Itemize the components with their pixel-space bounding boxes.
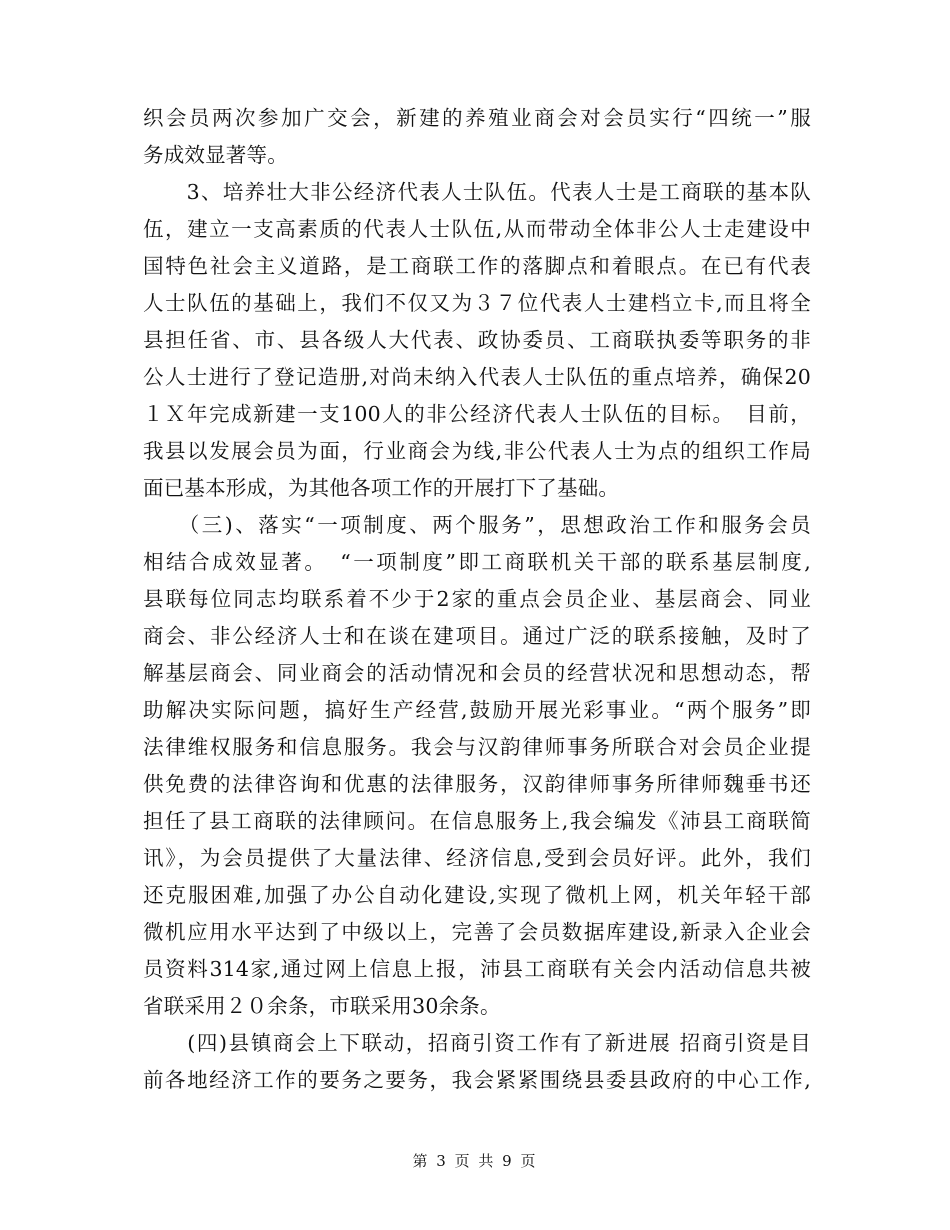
text-line: 供免费的法律咨询和优惠的法律服务，汉韵律师事务所律师魏垂书还	[143, 772, 811, 796]
text-line: 我县以发展会员为面，行业商会为线,非公代表人士为点的组织工作局	[143, 439, 811, 463]
text-line: 法律维权服务和信息服务。我会与汉韵律师事务所联合对会员企业提	[143, 735, 811, 759]
text-line: １Ｘ年完成新建一支100人的非公经济代表人士队伍的目标。 目前，	[143, 402, 811, 426]
text-line: 织会员两次参加广交会，新建的养殖业商会对会员实行“四统一”服	[143, 106, 811, 130]
text-line: 相结合成效显著。 “一项制度”即工商联机关干部的联系基层制度,	[143, 550, 811, 574]
text-line: (四)县镇商会上下联动，招商引资工作有了新进展 招商引资是目	[143, 1031, 811, 1055]
page-footer: 第 3 页 共 9 页	[412, 1152, 538, 1170]
text-line: 微机应用水平达到了中级以上，完善了会员数据库建设,新录入企业会	[143, 920, 811, 944]
text-line: 人士队伍的基础上，我们不仅又为３７位代表人士建档立卡,而且将全	[143, 291, 811, 315]
text-line: 助解决实际问题，搞好生产经营,鼓励开展光彩事业。“两个服务”即	[143, 698, 811, 722]
text-line: 公人士进行了登记造册,对尚未纳入代表人士队伍的重点培养，确保20	[143, 365, 811, 389]
text-line: （三)、落实“一项制度、两个服务”，思想政治工作和服务会员	[143, 513, 811, 537]
document-body	[143, 100, 811, 1099]
text-line: 3、培养壮大非公经济代表人士队伍。代表人士是工商联的基本队	[143, 180, 811, 204]
text-line: 商会、非公经济人士和在谈在建项目。通过广泛的联系接触，及时了	[143, 624, 811, 648]
text-line: 面已基本形成，为其他各项工作的开展打下了基础。	[143, 476, 620, 500]
text-line: 员资料314家,通过网上信息上报，沛县工商联有关会内活动信息共被	[143, 957, 811, 981]
text-line: 县联每位同志均联系着不少于2家的重点会员企业、基层商会、同业	[143, 587, 811, 611]
text-line: 还克服困难,加强了办公自动化建设,实现了微机上网，机关年轻干部	[143, 883, 811, 907]
text-line: 省联采用２０余条，市联采用30余条。	[143, 994, 501, 1018]
text-line: 国特色社会主义道路，是工商联工作的落脚点和着眼点。在已有代表	[143, 254, 811, 278]
text-line: 讯》，为会员提供了大量法律、经济信息,受到会员好评。此外，我们	[143, 846, 811, 870]
text-line: 县担任省、市、县各级人大代表、政协委员、工商联执委等职务的非	[143, 328, 811, 352]
text-line: 伍，建立一支高素质的代表人士队伍,从而带动全体非公人士走建设中	[143, 217, 811, 241]
text-line: 前各地经济工作的要务之要务，我会紧紧围绕县委县政府的中心工作,	[143, 1068, 811, 1092]
text-line: 解基层商会、同业商会的活动情况和会员的经营状况和思想动态，帮	[143, 661, 811, 685]
text-line: 担任了县工商联的法律顾问。在信息服务上,我会编发《沛县工商联简	[143, 809, 811, 833]
text-line: 务成效显著等。	[143, 143, 288, 167]
